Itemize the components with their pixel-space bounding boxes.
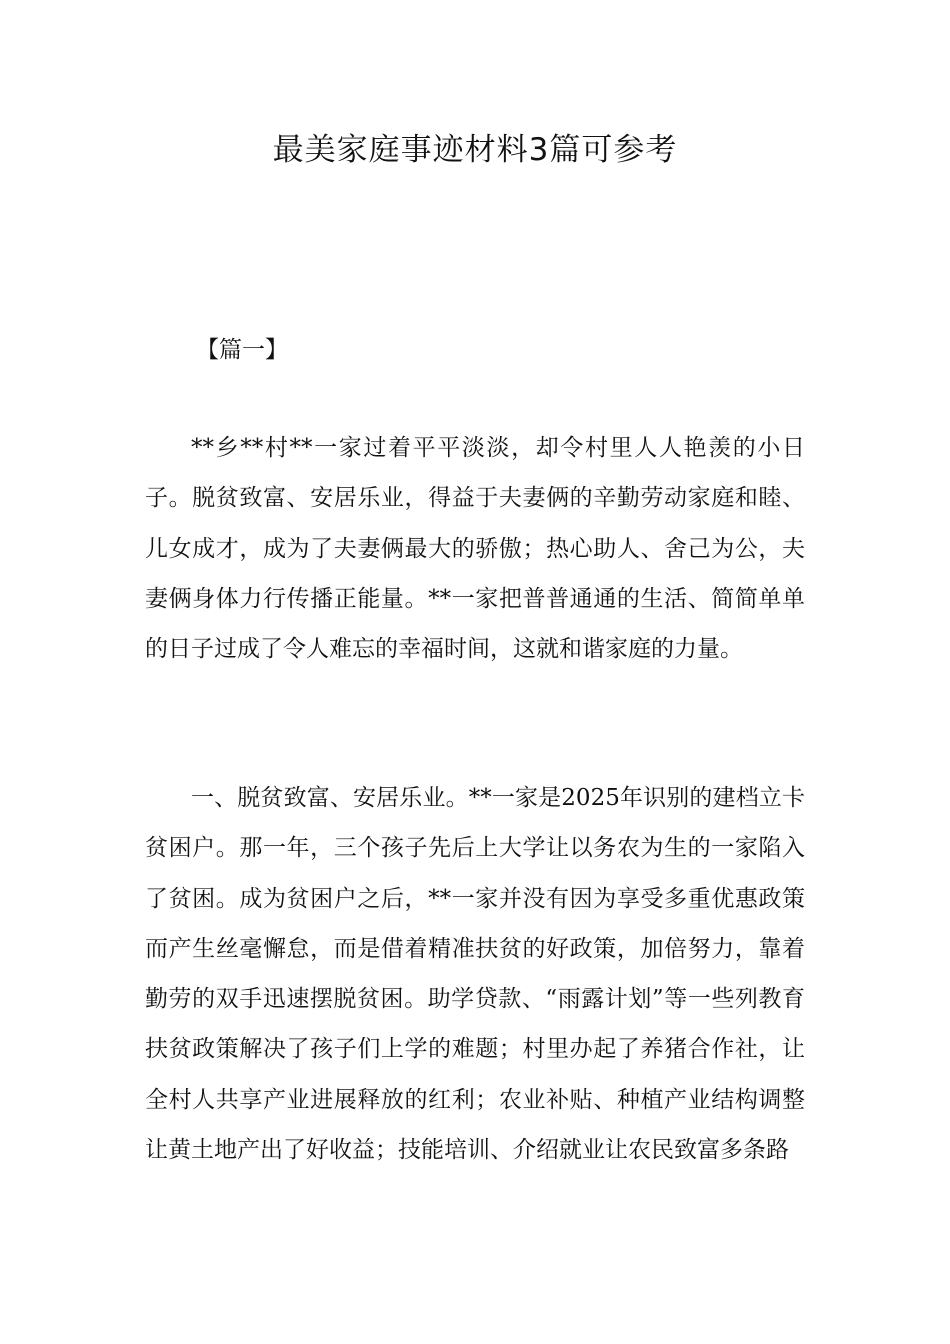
section-heading: 【篇一】 xyxy=(196,337,288,363)
paragraph-section-one: 一、脱贫致富、安居乐业。**一家是2025年识别的建档立卡贫困户。那一年，三个孩子先后上大学让以务农为生的一家陷入了贫困。成为贫困户之后，**一家并没有因为享受多重优惠政策而产生丝毫懈怠，而是借着精准扶贫的好政策，加倍努力，靠着勤劳的双手迅速摆脱贫困。助学贷款、“雨露计划”等一些列教育扶贫政策解决了孩子们上学的难题；村里办起了养猪合作社，让全村人共享产业进展释放的红利；农业补贴、种植产业结构调整让黄土地产出了好收益；技能培训、介绍就业让农民致富多条路 xyxy=(145,785,805,1164)
document-title: 最美家庭事迹材料3篇可参考 xyxy=(272,132,678,168)
paragraph-intro: **乡**村**一家过着平平淡淡，却令村里人人艳羡的小日子。脱贫致富、安居乐业，得益于夫妻俩的辛勤劳动家庭和睦、儿女成才，成为了夫妻俩最大的骄傲；热心助人、舍己为公，夫妻俩身体力行传播正能量。**一家把普普通通的生活、简简单单的日子过成了令人难忘的幸福时间，这就和谐家庭的力量。 xyxy=(145,435,805,663)
